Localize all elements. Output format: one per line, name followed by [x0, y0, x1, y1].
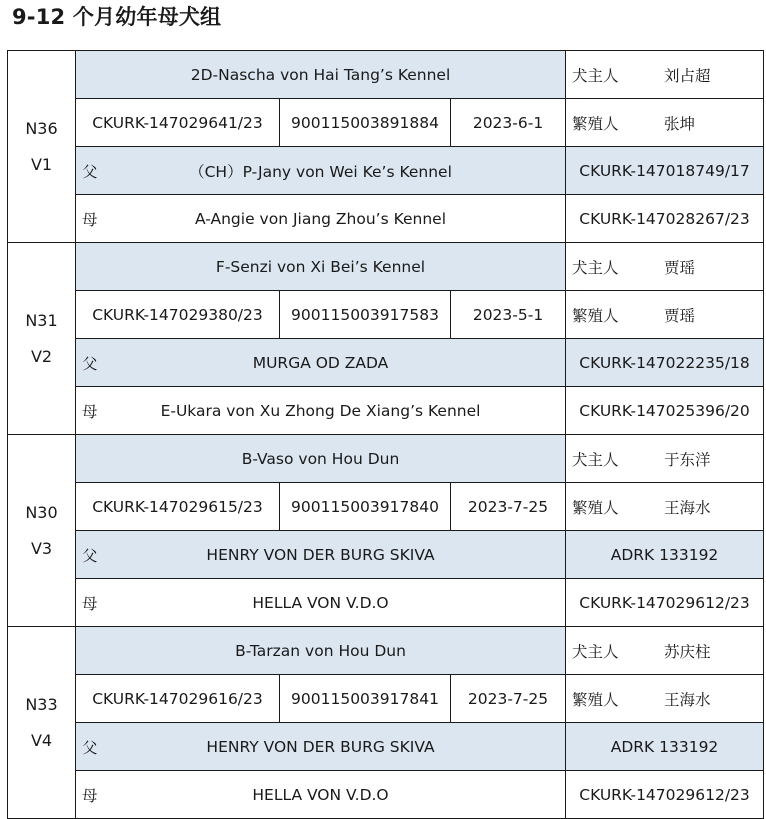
registration-number: CKURK-147029616/23: [76, 675, 280, 723]
dam-label: 母: [82, 594, 98, 613]
sire-cell: [76, 339, 566, 387]
owner-label: 犬主人: [572, 258, 619, 277]
registration-number: CKURK-147029615/23: [76, 483, 280, 531]
entry-row-dam: [8, 579, 764, 627]
entry-row-dog: [8, 243, 764, 291]
entry-row-registration: [8, 483, 764, 531]
entry-row-dam: [8, 771, 764, 819]
dam-registration: CKURK-147028267/23: [566, 195, 764, 243]
owner-label: 犬主人: [572, 642, 619, 661]
entry-row-sire: [8, 531, 764, 579]
dog-name: F-Senzi von Xi Bei’s Kennel: [76, 243, 566, 291]
owner-cell: [566, 435, 764, 483]
microchip-number: 900115003917583: [280, 291, 451, 339]
entry-row-dam: [8, 387, 764, 435]
sire-name: HENRY VON DER BURG SKIVA: [206, 545, 435, 564]
birth-date: 2023-7-25: [451, 483, 566, 531]
dog-name: B-Tarzan von Hou Dun: [76, 627, 566, 675]
dam-name: HELLA VON V.D.O: [252, 593, 389, 612]
microchip-number: 900115003891884: [280, 99, 451, 147]
owner-name: 于东洋: [664, 450, 711, 469]
placement-rating: V2: [30, 346, 53, 366]
microchip-number: 900115003917840: [280, 483, 451, 531]
breeder-label: 繁殖人: [572, 114, 619, 133]
sire-label: 父: [82, 354, 98, 373]
owner-label: 犬主人: [572, 450, 619, 469]
catalog-number: N33: [25, 694, 58, 714]
birth-date: 2023-7-25: [451, 675, 566, 723]
sire-registration: CKURK-147018749/17: [566, 147, 764, 195]
breeder-name: 王海水: [664, 498, 711, 517]
owner-name: 苏庆柱: [664, 642, 711, 661]
page-title: 9-12 个月幼年母犬组: [12, 5, 222, 29]
sire-cell: [76, 147, 566, 195]
microchip-number: 900115003917841: [280, 675, 451, 723]
sire-cell: [76, 531, 566, 579]
owner-cell: [566, 627, 764, 675]
catalog-number: N31: [25, 310, 58, 330]
breeder-name: 王海水: [664, 690, 711, 709]
placement-rating: V3: [30, 538, 53, 558]
sire-registration: CKURK-147022235/18: [566, 339, 764, 387]
entry-row-sire: [8, 723, 764, 771]
dam-label: 母: [82, 210, 98, 229]
sire-label: 父: [82, 546, 98, 565]
birth-date: 2023-5-1: [451, 291, 566, 339]
owner-name: 贾瑶: [664, 258, 696, 277]
breeder-cell: [566, 675, 764, 723]
entry-row-dam: [8, 195, 764, 243]
catalog-number: N36: [25, 118, 58, 138]
entry-row-registration: [8, 291, 764, 339]
breeder-label: 繁殖人: [572, 498, 619, 517]
dam-label: 母: [82, 402, 98, 421]
dam-name: HELLA VON V.D.O: [252, 785, 389, 804]
entry-row-sire: [8, 147, 764, 195]
breeder-cell: [566, 99, 764, 147]
entry-row-sire: [8, 339, 764, 387]
dam-cell: [76, 387, 566, 435]
owner-cell: [566, 51, 764, 99]
breeder-cell: [566, 483, 764, 531]
entry-id-cell: [8, 435, 76, 627]
registration-number: CKURK-147029641/23: [76, 99, 280, 147]
dam-name: A-Angie von Jiang Zhou’s Kennel: [194, 209, 447, 228]
dam-registration: CKURK-147029612/23: [566, 579, 764, 627]
entry-row-dog: [8, 51, 764, 99]
sire-registration: ADRK 133192: [566, 531, 764, 579]
placement-rating: V1: [30, 154, 53, 174]
sire-name: HENRY VON DER BURG SKIVA: [206, 737, 435, 756]
entry-row-registration: [8, 99, 764, 147]
dam-name: E-Ukara von Xu Zhong De Xiang’s Kennel: [160, 401, 481, 420]
sire-cell: [76, 723, 566, 771]
breeder-label: 繁殖人: [572, 306, 619, 325]
dog-name: B-Vaso von Hou Dun: [76, 435, 566, 483]
breeder-name: 贾瑶: [664, 306, 696, 325]
dam-cell: [76, 579, 566, 627]
sire-registration: ADRK 133192: [566, 723, 764, 771]
dam-label: 母: [82, 786, 98, 805]
placement-rating: V4: [30, 730, 53, 750]
owner-name: 刘占超: [664, 66, 711, 85]
results-table: [7, 50, 764, 819]
sire-name: MURGA OD ZADA: [252, 353, 389, 372]
entry-row-dog: [8, 627, 764, 675]
sire-label: 父: [82, 162, 98, 181]
owner-cell: [566, 243, 764, 291]
entry-row-dog: [8, 435, 764, 483]
owner-label: 犬主人: [572, 66, 619, 85]
sire-name: （CH）P-Jany von Wei Ke’s Kennel: [189, 162, 452, 181]
entry-row-registration: [8, 675, 764, 723]
breeder-label: 繁殖人: [572, 690, 619, 709]
entry-id-cell: [8, 243, 76, 435]
entry-id-cell: [8, 627, 76, 819]
dam-cell: [76, 771, 566, 819]
entry-id-cell: [8, 51, 76, 243]
sire-label: 父: [82, 738, 98, 757]
catalog-number: N30: [25, 502, 58, 522]
dam-registration: CKURK-147029612/23: [566, 771, 764, 819]
dog-name: 2D-Nascha von Hai Tang’s Kennel: [76, 51, 566, 99]
birth-date: 2023-6-1: [451, 99, 566, 147]
registration-number: CKURK-147029380/23: [76, 291, 280, 339]
dam-registration: CKURK-147025396/20: [566, 387, 764, 435]
dam-cell: [76, 195, 566, 243]
breeder-cell: [566, 291, 764, 339]
breeder-name: 张坤: [664, 114, 696, 133]
